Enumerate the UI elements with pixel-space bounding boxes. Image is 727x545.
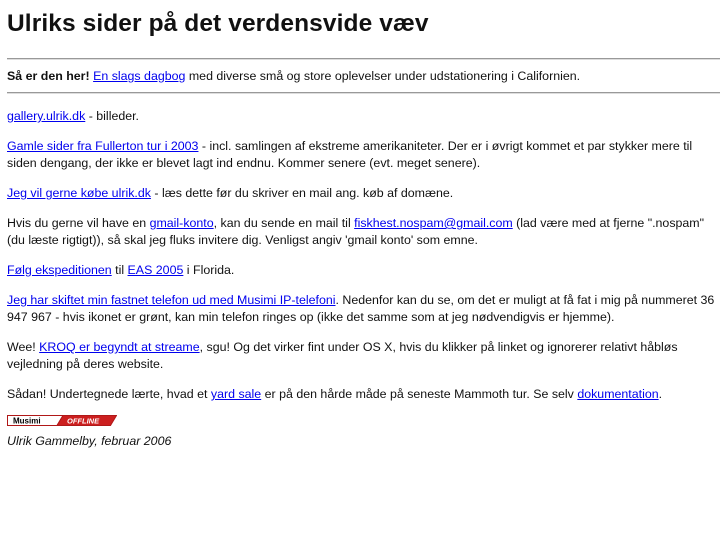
fullerton-paragraph <box>7 138 720 172</box>
phone-text: . Nedenfor kan du se, om det er muligt at få fat i mig på nummeret 36 947 967 - hvis ikonet er grønt, kan min telefon ringes op (ikke det samme som at jeg nødvendigvis er hjemme). <box>7 293 715 324</box>
intro-text: med diverse små og store oplevelser under udstationering i Californien. <box>185 69 581 83</box>
buy-domain-link[interactable]: Jeg vil gerne købe ulrik.dk <box>7 186 151 200</box>
documentation-link[interactable]: dokumentation <box>577 387 659 401</box>
gmail-paragraph <box>7 215 720 249</box>
kroq-paragraph <box>7 339 720 373</box>
fullerton-text: - incl. samlingen af ekstreme amerikaniteter. Der er i øvrigt kommet et par stykker mere til siden dengang, der ikke er blevet lagt ind endnu. Kommer senere (evt. meget senere). <box>7 139 693 170</box>
divider-top <box>7 58 720 60</box>
yardsale-text-1: Sådan! Undertegnede lærte, hvad et <box>7 387 211 401</box>
buy-domain-paragraph <box>7 185 720 202</box>
badge-brand-label: Musimi <box>13 416 41 426</box>
gmail-text-1: Hvis du gerne vil have en <box>7 216 150 230</box>
kroq-text-1: Wee! <box>7 340 40 354</box>
email-link[interactable]: fiskhest.nospam@gmail.com <box>354 216 513 230</box>
kroq-text-2: , sgu! Og det virker fint under OS X, hvis du klikker på linket og ignorerer relativt håbløs vejledning på deres website. <box>7 340 678 371</box>
expedition-text-1: til <box>111 263 128 277</box>
gallery-link[interactable]: gallery.ulrik.dk <box>7 109 86 123</box>
divider-bottom <box>7 92 720 94</box>
yardsale-paragraph <box>7 386 720 403</box>
yardsale-link[interactable]: yard sale <box>210 387 262 401</box>
badge-status-label: OFFLINE <box>67 416 100 426</box>
intro-paragraph <box>7 68 720 85</box>
kroq-link[interactable]: KROQ er begyndt at streame <box>39 340 200 354</box>
page-title: Ulriks sider på det verdensvide væv <box>7 10 429 37</box>
gmail-text-2: , kan du sende en mail til <box>213 216 355 230</box>
eas-link[interactable]: EAS 2005 <box>127 263 184 277</box>
expedition-paragraph <box>7 262 720 279</box>
gallery-paragraph <box>7 108 720 125</box>
yardsale-text-2: er på den hårde måde på seneste Mammoth tur. Se selv <box>261 387 578 401</box>
musimi-status-badge[interactable] <box>7 415 117 426</box>
gallery-text: - billeder. <box>85 109 139 123</box>
signature: Ulrik Gammelby, februar 2006 <box>7 434 172 448</box>
expedition-text-2: i Florida. <box>183 263 235 277</box>
expedition-link[interactable]: Følg ekspeditionen <box>7 263 112 277</box>
yardsale-text-3: . <box>658 387 663 401</box>
buy-domain-text: - læs dette før du skriver en mail ang. køb af domæne. <box>150 186 454 200</box>
phone-paragraph <box>7 292 720 326</box>
diary-link[interactable]: En slags dagbog <box>93 69 186 83</box>
gmail-account-link[interactable]: gmail-konto <box>149 216 214 230</box>
musimi-link[interactable]: Jeg har skiftet min fastnet telefon ud med Musimi IP-telefoni <box>7 293 336 307</box>
gmail-text-3: (lad være med at fjerne ".nospam" (du læste rigtigt)), så skal jeg fluks invitere dig. Venligst angiv 'gmail konto' som emne. <box>7 216 705 247</box>
intro-lead: Så er den her! <box>7 69 90 83</box>
fullerton-link[interactable]: Gamle sider fra Fullerton tur i 2003 <box>7 139 199 153</box>
